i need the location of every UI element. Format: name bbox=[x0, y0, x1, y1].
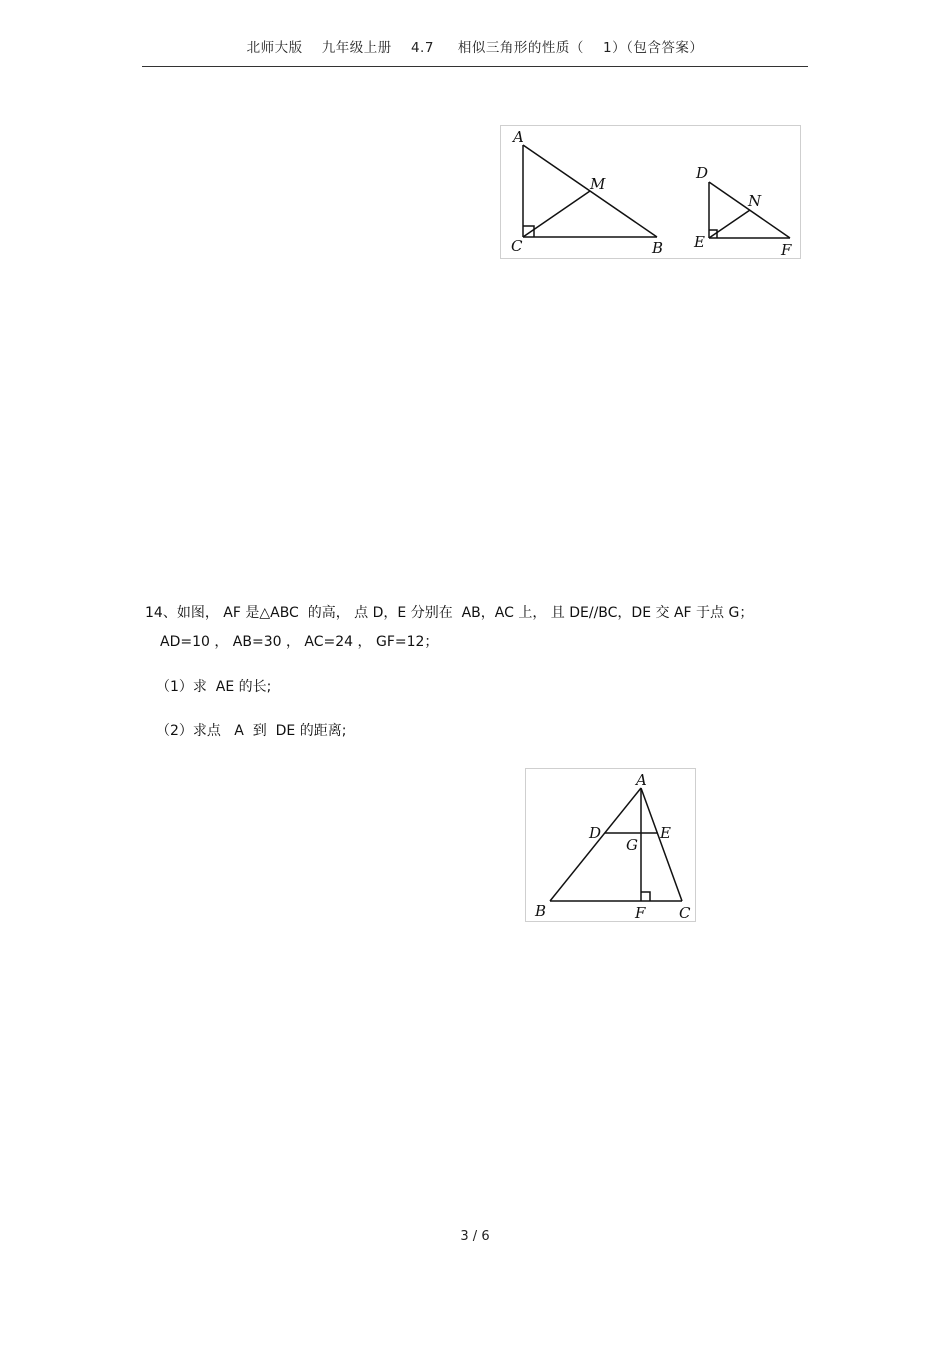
label-m: M bbox=[590, 175, 606, 193]
label-d: D bbox=[696, 164, 709, 182]
label-f: F bbox=[635, 904, 646, 921]
figure-triangle-altitude bbox=[525, 768, 696, 922]
question-14-part2: （2）求点 A 到 DE 的距离; bbox=[156, 723, 347, 739]
label-d: D bbox=[589, 824, 602, 842]
header-divider bbox=[142, 66, 808, 67]
figure-right-triangles-svg bbox=[501, 126, 800, 258]
figure-triangle-altitude-svg bbox=[526, 769, 695, 921]
label-a: A bbox=[513, 128, 524, 146]
question-14-line1: 14、如图， AF 是△ABC 的高， 点 D，E 分别在 AB，AC 上， 且 DE//BC，DE 交 AF 于点 G； bbox=[145, 605, 754, 621]
label-b: B bbox=[535, 902, 547, 920]
label-g: G bbox=[626, 836, 638, 854]
segment-en bbox=[709, 210, 750, 238]
label-f: F bbox=[781, 241, 792, 258]
question-14-line2: AD=10 ， AB=30 ， AC=24 ， GF=12； bbox=[160, 634, 439, 650]
label-b: B bbox=[652, 239, 664, 257]
label-c: C bbox=[511, 237, 523, 255]
label-c: C bbox=[679, 904, 691, 921]
segment-cm bbox=[523, 191, 590, 237]
label-e: E bbox=[694, 233, 705, 251]
figure-right-triangles bbox=[500, 125, 801, 259]
label-n: N bbox=[748, 192, 762, 210]
label-e: E bbox=[660, 824, 671, 842]
segment-ac bbox=[641, 788, 682, 901]
label-a: A bbox=[636, 771, 647, 789]
page-header: 北师大版 九年级上册 4.7 相似三角形的性质（ 1）（包含答案） bbox=[246, 40, 704, 56]
right-angle-mark-f bbox=[641, 892, 650, 901]
page-number: 3 / 6 bbox=[460, 1229, 490, 1244]
question-14-part1: （1）求 AE 的长; bbox=[156, 679, 272, 695]
